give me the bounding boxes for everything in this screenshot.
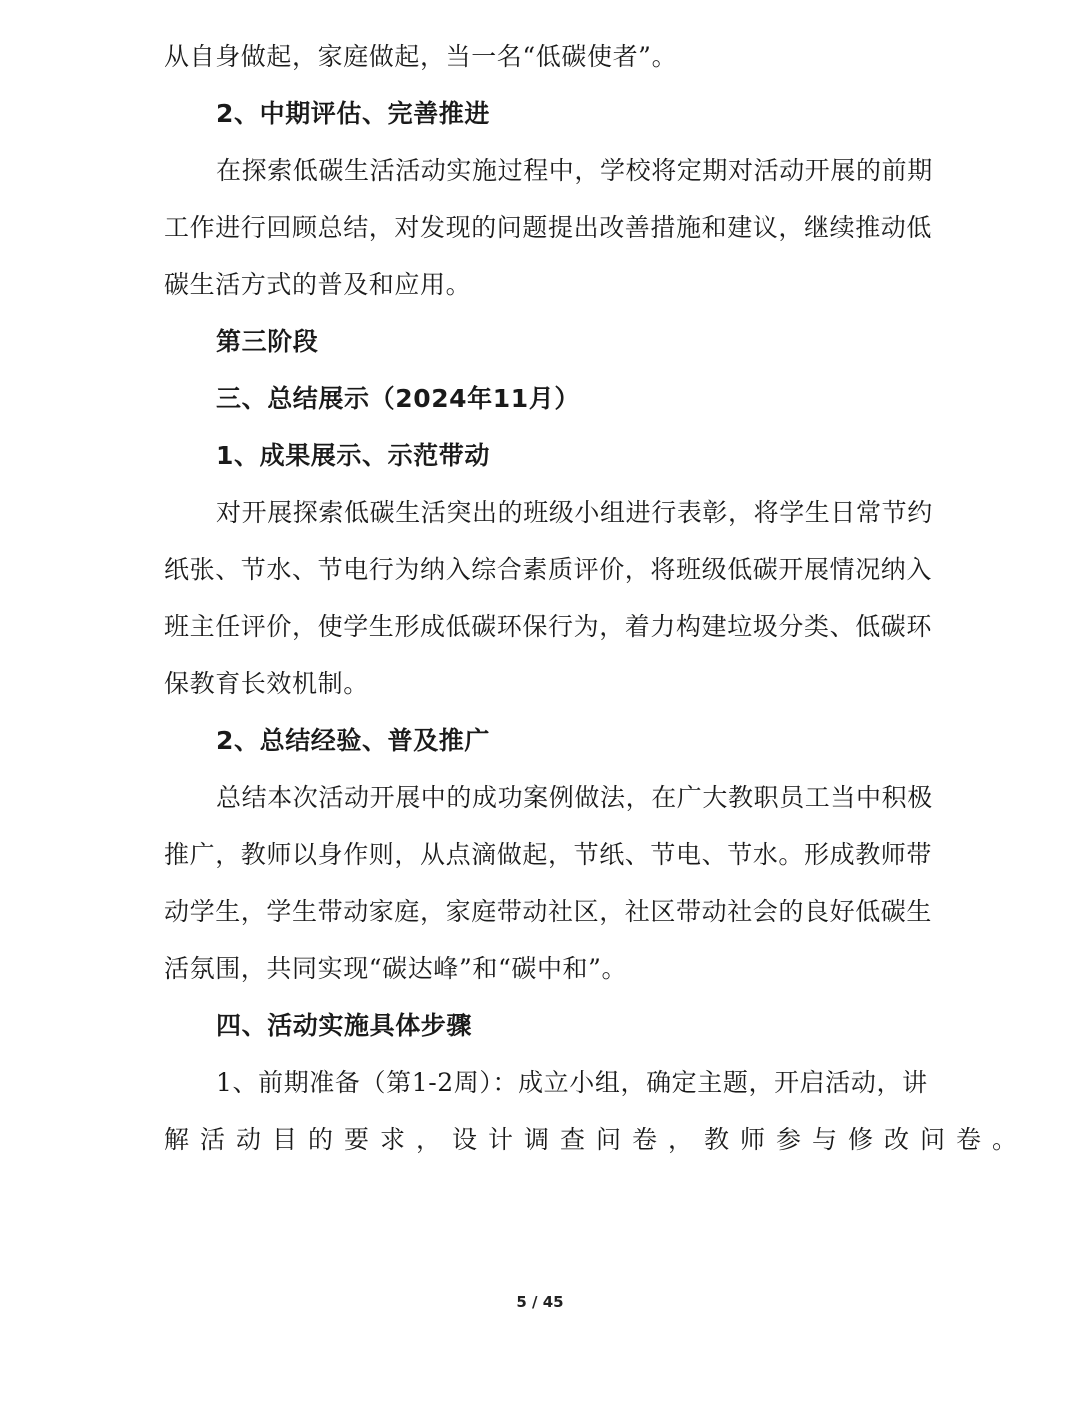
paragraph-line: 1、前期准备（第1-2周）：成立小组，确定主题，开启活动，讲 [216,1068,928,1097]
paragraph-line: 班主任评价，使学生形成低碳环保行为，着力构建垃圾分类、低碳环 [164,612,933,641]
paragraph-line: 保教育长效机制。 [164,669,369,698]
paragraph-line: 解活动目的要求，设计调查问卷，教师参与修改问卷。 [164,1125,1029,1154]
paragraph-line: 推广，教师以身作则，从点滴做起，节纸、节电、节水。形成教师带 [164,840,933,869]
paragraph-line: 纸张、节水、节电行为纳入综合素质评价，将班级低碳开展情况纳入 [164,555,933,584]
paragraph-line: 碳生活方式的普及和应用。 [164,270,472,299]
stage-heading: 第三阶段 [216,327,319,356]
section-heading: 2、总结经验、普及推广 [216,726,490,755]
document-body [164,28,1029,1168]
paragraph-line: 对开展探索低碳生活突出的班级小组进行表彰，将学生日常节约 [216,498,933,527]
paragraph-line: 动学生，学生带动家庭，家庭带动社区，社区带动社会的良好低碳生 [164,897,933,926]
section-heading: 1、成果展示、示范带动 [216,441,490,470]
paragraph-line: 在探索低碳生活活动实施过程中，学校将定期对活动开展的前期 [216,156,933,185]
page-number: 5 / 45 [516,1293,564,1311]
paragraph-line: 活氛围，共同实现“碳达峰”和“碳中和”。 [164,954,628,983]
section-heading: 2、中期评估、完善推进 [216,99,490,128]
section-heading: 四、活动实施具体步骤 [216,1011,473,1040]
section-heading: 三、总结展示（2024年11月） [216,384,580,413]
paragraph-line: 从自身做起，家庭做起，当一名“低碳使者”。 [164,42,678,71]
paragraph-line: 总结本次活动开展中的成功案例做法，在广大教职员工当中积极 [216,783,933,812]
paragraph-line: 工作进行回顾总结，对发现的问题提出改善措施和建议，继续推动低 [164,213,933,242]
